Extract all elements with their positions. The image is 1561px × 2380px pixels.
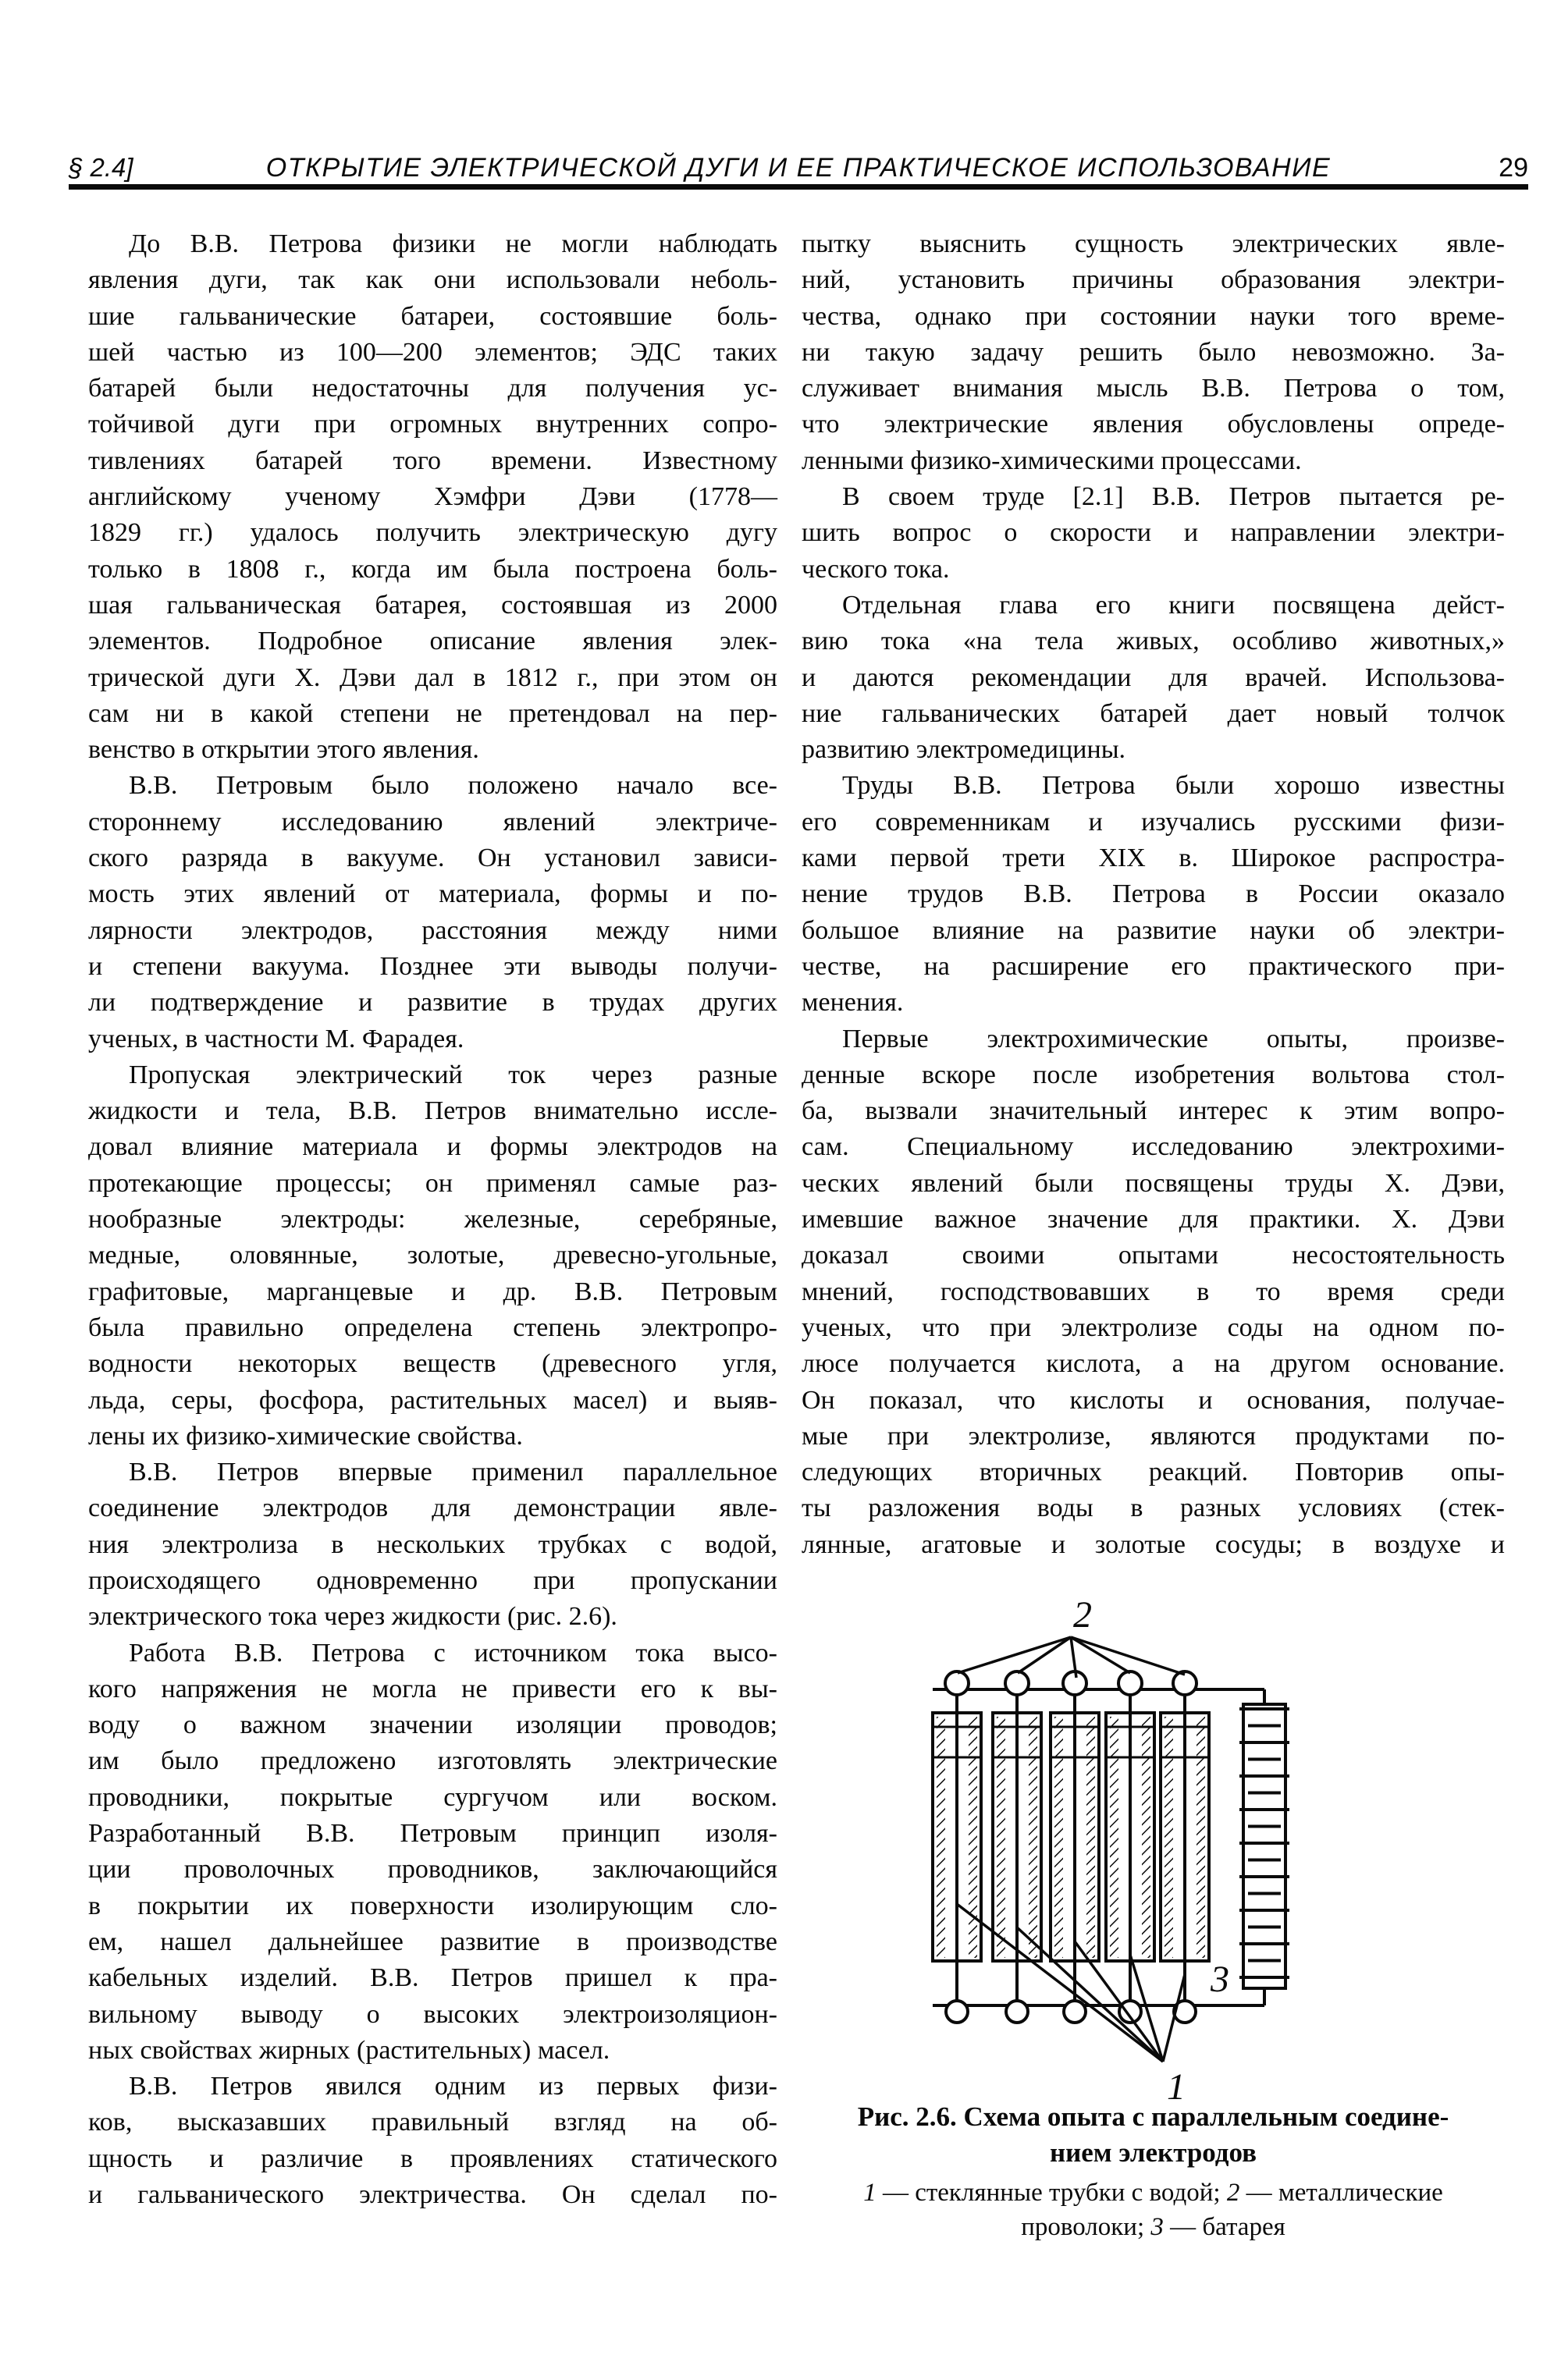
paragraph (802, 226, 1505, 479)
figure-caption-line1: Рис. 2.6. Схема опыта с параллельным соедине- (857, 2101, 1449, 2132)
paragraph (88, 2069, 777, 2213)
legend-text: — батарея (1170, 2213, 1285, 2241)
text-line: протекающие процессы; он применял самые раз- (88, 1168, 777, 1198)
text-line: мнений, господствовавших в то время среди (802, 1277, 1505, 1306)
paragraph (88, 1455, 777, 1635)
legend-line (802, 2176, 1505, 2210)
text-line: Труды В.В. Петрова были хорошо известны (842, 771, 1505, 801)
text-line: лены их физико-химические свойства. (88, 1421, 523, 1451)
text-line: лярности электродов, расстояния между ними (88, 915, 777, 945)
text-line: и степени вакуума. Позднее эти выводы получи- (88, 951, 777, 981)
text-line: стороннему исследованию явлений электриче- (88, 807, 777, 837)
text-line: соединение электродов для демонстрации явле- (88, 1494, 777, 1523)
text-line: имевшие важное значение для практики. Х. Дэви (802, 1205, 1505, 1234)
text-line: кого напряжения не могла не привести его к вы- (88, 1674, 777, 1703)
text-line: ни такую задачу решить было невозможно. За- (802, 337, 1505, 367)
paragraph (88, 1057, 777, 1455)
text-line: Работа В.В. Петрова с источником тока высо- (129, 1638, 777, 1668)
text-line: ческих явлений были посвящены труды Х. Дэви, (802, 1168, 1505, 1198)
text-line: сам ни в какой степени не претендовал на пер- (88, 698, 777, 728)
legend-text: — стеклянные трубки с водой; (882, 2179, 1227, 2207)
paragraph (802, 1021, 1505, 1563)
text-line: Он показал, что кислоты и основания, получае- (802, 1385, 1505, 1415)
figure-diagram (909, 1592, 1300, 2107)
page-number: 29 (1499, 153, 1528, 183)
text-line: батарей были недостаточны для получения ус- (88, 374, 777, 403)
paragraph (802, 479, 1505, 588)
text-line: доказал своими опытами несостоятельность (802, 1241, 1505, 1270)
text-line: мые при электролизе, являются продуктами по- (802, 1421, 1505, 1451)
header-divider (69, 184, 1528, 190)
text-line: щность и различие в проявлениях статического (88, 2144, 777, 2173)
text-line: До В.В. Петрова физики не могли наблюдать (129, 229, 777, 258)
text-line: следующих вторичных реакций. Повторив опы- (802, 1458, 1505, 1487)
figure-caption-line2: нием электродов (1049, 2137, 1257, 2168)
text-line: водности некоторых веществ (древесного угля, (88, 1349, 777, 1379)
legend-callout-number: 2 (1226, 2179, 1246, 2207)
paragraph (802, 588, 1505, 768)
text-line: ции проволочных проводников, заключающийся (88, 1855, 777, 1884)
paragraph (88, 768, 777, 1057)
legend-line (802, 2210, 1505, 2244)
text-column-left (88, 226, 777, 2213)
text-line: ний, установить причины образования электри- (802, 265, 1505, 295)
text-line: что электрические явления обусловлены опреде- (802, 410, 1505, 439)
text-line: люсе получается кислота, а на другом основание. (802, 1349, 1505, 1379)
figure-callout-3: 3 (1211, 1959, 1229, 2000)
text-line: В своем труде [2.1] В.В. Петров пытается ре- (842, 482, 1505, 512)
text-line: денные вскоре после изобретения вольтова стол- (802, 1060, 1505, 1089)
text-line: 1829 гг.) удалось получить электрическую дугу (88, 518, 777, 548)
text-line: ты разложения воды в разных условиях (стек- (802, 1494, 1505, 1523)
text-line: Отдельная глава его книги посвящена дейст- (842, 590, 1505, 620)
legend-text: — металлические (1246, 2179, 1443, 2207)
text-line: шая гальваническая батарея, состоявшая из 2000 (88, 590, 777, 620)
text-line: ученых, что при электролизе соды на одном по- (802, 1313, 1505, 1342)
text-line: ба, вызвали значительный интерес к этим вопро- (802, 1096, 1505, 1126)
text-line: жидкости и тела, В.В. Петров внимательно иссле- (88, 1096, 777, 1126)
text-line: сам. Специальному исследованию электрохими- (802, 1132, 1505, 1162)
text-line: нообразные электроды: железные, серебряные, (88, 1205, 777, 1234)
paragraph (88, 226, 777, 768)
text-line: английскому ученому Хэмфри Дэви (1778— (88, 482, 777, 512)
text-line: мость этих явлений от материала, формы и по- (88, 879, 777, 909)
text-line: его современникам и изучались русскими физи- (802, 807, 1505, 837)
legend-callout-number: 1 (863, 2179, 883, 2207)
figure-callout-1: 1 (1167, 2066, 1186, 2107)
text-line: в покрытии их поверхности изолирующим сло- (88, 1891, 777, 1920)
text-line: ем, нашел дальнейшее развитие в производстве (88, 1927, 777, 1956)
text-line: Первые электрохимические опыты, произве- (842, 1024, 1505, 1053)
text-line: проводники, покрытые сургучом или воском. (88, 1782, 777, 1812)
text-line: тивлениях батарей того времени. Известному (88, 446, 777, 475)
text-line: нение трудов В.В. Петрова в России оказало (802, 879, 1505, 909)
page-title: ОТКРЫТИЕ ЭЛЕКТРИЧЕСКОЙ ДУГИ И ЕЕ ПРАКТИЧЕСКОЕ ИСПОЛЬЗОВАНИЕ (265, 153, 1332, 183)
text-line: воду о важном значении изоляции проводов; (88, 1710, 777, 1740)
text-line: В.В. Петров явился одним из первых физи- (129, 2072, 777, 2101)
text-line: ленными физико-химическими процессами. (802, 446, 1302, 475)
text-line: элементов. Подробное описание явления элек- (88, 627, 777, 656)
text-line: Разработанный В.В. Петровым принцип изоля- (88, 1819, 777, 1849)
text-line: ния электролиза в нескольких трубках с водой, (88, 1529, 777, 1559)
text-line: кабельных изделий. В.В. Петров пришел к пра- (88, 1963, 777, 1993)
paragraph (88, 1636, 777, 2069)
text-line: ского разряда в вакууме. Он установил зависи- (88, 844, 777, 873)
text-line: ние гальванических батарей дает новый толчок (802, 698, 1505, 728)
text-line: медные, оловянные, золотые, древесно-угольные, (88, 1241, 777, 1270)
battery (1239, 1704, 1289, 1988)
text-line: и даются рекомендации для врачей. Использова- (802, 662, 1505, 692)
legend-callout-number: 3 (1150, 2213, 1171, 2241)
text-line: шие гальванические батареи, состоявшие боль- (88, 301, 777, 331)
text-line: вию тока «на тела живых, особливо животных,» (802, 627, 1505, 656)
text-line: льда, серы, фосфора, растительных масел) и выяв- (88, 1385, 777, 1415)
electrolysis-schematic (909, 1592, 1300, 2107)
text-line: трической дуги Х. Дэви дал в 1812 г., при этом он (88, 662, 777, 692)
text-line: происходящего одновременно при пропускании (88, 1565, 777, 1595)
text-line: Пропуская электрический ток через разные (129, 1060, 777, 1089)
text-column-right (802, 226, 1505, 1563)
text-line: большое влияние на развитие науки об электри- (802, 915, 1505, 945)
text-line: ческого тока. (802, 554, 950, 584)
text-line: пытку выяснить сущность электрических явле- (802, 229, 1505, 258)
text-line: ли подтверждение и развитие в трудах других (88, 988, 777, 1018)
text-line: честве, на расширение его практического при- (802, 951, 1505, 981)
text-line: шить вопрос о скорости и направлении электри- (802, 518, 1505, 548)
text-line: тойчивой дуги при огромных внутренних сопро- (88, 410, 777, 439)
text-line: вильному выводу о высоких электроизоляцион- (88, 1999, 777, 2029)
text-line: электрического тока через жидкости (рис. 2.6). (88, 1602, 617, 1632)
text-line: В.В. Петровым было положено начало все- (129, 771, 777, 801)
figure-caption (802, 2099, 1505, 2171)
section-number: § 2.4] (69, 153, 133, 182)
text-line: служивает внимания мысль В.В. Петрова о том, (802, 374, 1505, 403)
text-line: ученых, в частности М. Фарадея. (88, 1024, 464, 1053)
legend-text: проволоки; (1021, 2213, 1151, 2241)
text-line: явления дуги, так как они использовали неболь- (88, 265, 777, 295)
paragraph (802, 768, 1505, 1021)
text-line: довал влияние материала и формы электродов на (88, 1132, 777, 1162)
text-line: В.В. Петров впервые применил параллельное (129, 1458, 777, 1487)
text-line: ками первой трети XIX в. Широкое распростра- (802, 844, 1505, 873)
text-line: ных свойствах жирных (растительных) масел. (88, 2035, 610, 2065)
text-line: лянные, агатовые и золотые сосуды; в воздухе и (802, 1529, 1505, 1559)
text-line: ков, высказавших правильный взгляд на об- (88, 2108, 777, 2137)
text-line: и гальванического электричества. Он сделал по- (88, 2180, 777, 2210)
text-line: шей частью из 100—200 элементов; ЭДС таких (88, 337, 777, 367)
text-line: развитию электромедицины. (802, 735, 1126, 765)
text-line: венство в открытии этого явления. (88, 735, 479, 765)
text-line: им было предложено изготовлять электрические (88, 1746, 777, 1776)
text-line: только в 1808 г., когда им была построена боль- (88, 554, 777, 584)
text-line: графитовые, марганцевые и др. В.В. Петровым (88, 1277, 777, 1306)
figure-legend (802, 2176, 1505, 2244)
figure-callout-2: 2 (1073, 1594, 1092, 1636)
text-line: чества, однако при состоянии науки того време- (802, 301, 1505, 331)
text-line: была правильно определена степень электропро- (88, 1313, 777, 1342)
text-line: менения. (802, 988, 904, 1018)
